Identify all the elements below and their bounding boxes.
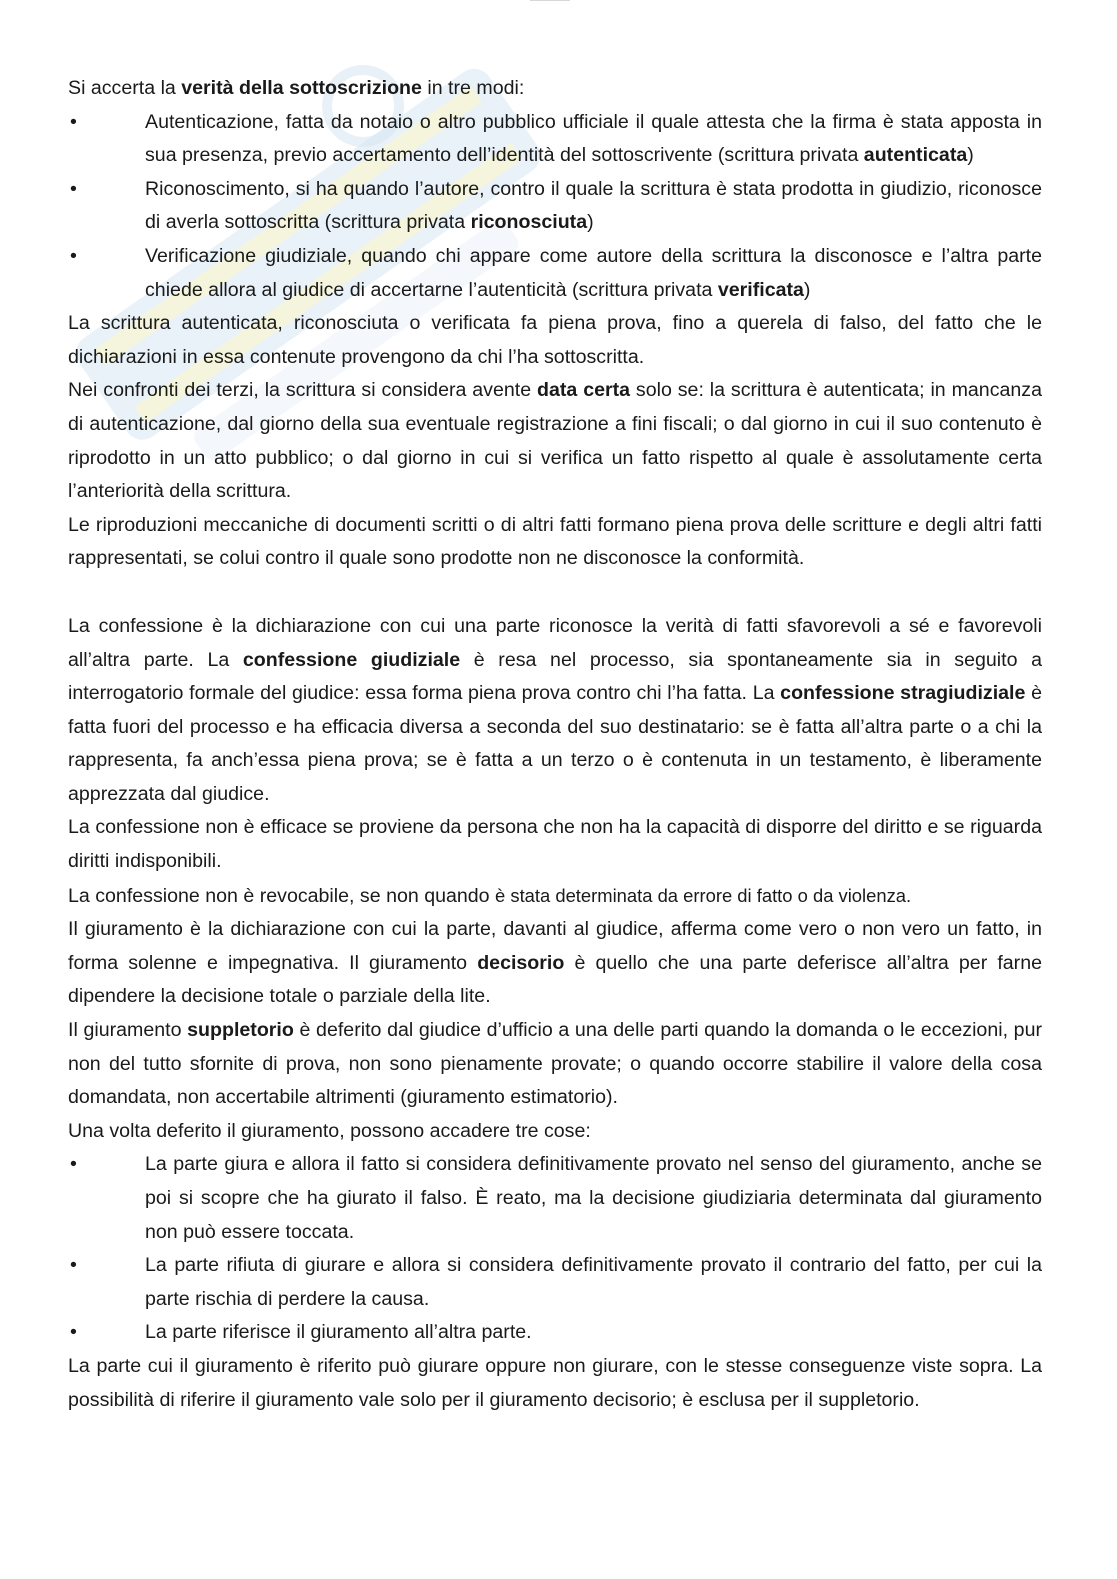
list-item-verificazione: [68, 240, 1042, 307]
bold-term: riconosciuta: [470, 211, 588, 234]
paragraph-data-certa: [68, 374, 1042, 508]
paragraph: Le riproduzioni meccaniche di documenti scritti o di altri fatti formano piena prova delle scritture e degli altri fatti rappresentati, se colui contro il quale sono prodotte non ne disconosce la conformità.: [68, 513, 1042, 570]
text-run: ): [803, 278, 811, 301]
bold-term: verità della sottoscrizione: [181, 77, 422, 99]
bold-term: data certa: [537, 379, 631, 402]
bullet-icon: •: [70, 1153, 77, 1176]
text-run: Nei confronti dei terzi, la scrittura si considera avente: [68, 379, 538, 402]
header-mark: [530, 0, 570, 5]
bold-term: decisorio: [477, 951, 565, 974]
text-run: è stata determinata da errore di fatto o da violenza.: [495, 884, 912, 906]
paragraph: Una volta deferito il giuramento, possono accadere tre cose:: [68, 1119, 591, 1142]
bold-term: confessione giudiziale: [242, 648, 461, 671]
text-run: Il giuramento è la dichiarazione con cui la parte, davanti al giudice, afferma come vero o non vero un fatto, in forma solenne e impegnativa. Il giuramento: [68, 918, 1042, 974]
list-item-rifiuta: [68, 1249, 1042, 1316]
text-run: Verificazione giudiziale, quando chi appare come autore della scrittura la disconosce e l’altra parte chiede allora al giudice di accertarne l’autenticità (scrittura privata: [145, 244, 1042, 301]
bold-term: confessione stragiudiziale: [780, 682, 1026, 705]
bullet-icon: •: [70, 1321, 77, 1344]
bullet-icon: •: [70, 177, 77, 200]
paragraph-suppletorio: [68, 1014, 1042, 1115]
text-run: Autenticazione, fatta da notaio o altro pubblico ufficiale il quale attesta che la firma è stata apposta in sua presenza, previo accertamento dell’identità del sottoscrivente (scrittura privata: [145, 110, 1042, 167]
text-run: è resa nel processo, sia spontaneamente sia in seguito a interrogatorio formale del giudice: essa forma piena prova contro chi l’ha fatta. La: [68, 648, 1043, 705]
text-run: è fatta fuori del processo e ha efficacia diversa a seconda del suo destinatario: se è fatta all’altra parte o a chi la rappresenta, fa anch’essa piena prova; se è fatta a un terzo o è contenuta in un testamento, è liberamente apprezzata dal giudice.: [68, 682, 1042, 805]
paragraph: La scrittura autenticata, riconosciuta o verificata fa piena prova, fino a querela di falso, del fatto che le dichiarazioni in essa contenute provengono da chi l’ha sottoscritta.: [68, 312, 1042, 368]
text-run: La parte riferisce il giuramento all’altra parte.: [145, 1321, 532, 1344]
paragraph: La confessione non è efficace se proviene da persona che non ha la capacità di disporre del diritto e se riguarda diritti indisponibili.: [68, 816, 1042, 873]
text-run: La parte rifiuta di giurare e allora si considera definitivamente provato il contrario del fatto, per cui la parte rischia di perdere la causa.: [145, 1254, 1042, 1310]
bullet-icon: •: [70, 1254, 77, 1277]
text-run: è deferito dal giudice d’ufficio a una delle parti quando la domanda o le eccezioni, pur non del tutto sfornite di prova, non sono pienamente provate; o quando occorre stabilire il valore della cosa domandata, non accertabile altrimenti (giuramento estimatorio).: [68, 1019, 1042, 1109]
list-item-riferisce: [68, 1316, 1042, 1350]
paragraph-revocabile: [68, 879, 1042, 914]
paragraph-giuramento: [68, 913, 1042, 1014]
list-item-giura: [68, 1148, 1042, 1249]
text-run: ): [587, 211, 594, 234]
text-run: ): [967, 144, 974, 167]
text-run: La confessione è la dichiarazione con cui una parte riconosce la verità di fatti sfavorevoli a sé e favorevoli all’altra parte. La: [68, 614, 1042, 671]
intro-paragraph: [68, 72, 1042, 106]
text-run: Il giuramento: [68, 1019, 188, 1042]
text-run: è quello che una parte deferisce all’altra per farne dipendere la decisione totale o parziale della lite.: [68, 951, 1043, 1008]
text-run: Riconoscimento, si ha quando l’autore, contro il quale la scrittura è stata prodotta in giudizio, riconosce di averla sottoscritta (scrittura privata: [145, 177, 1042, 234]
document-body: [68, 72, 1042, 1417]
bold-term: autenticata: [863, 144, 968, 167]
bullet-icon: •: [70, 244, 77, 267]
bold-term: suppletorio: [187, 1019, 294, 1042]
list-item-autenticazione: [68, 106, 1042, 173]
bold-term: verificata: [717, 278, 804, 301]
text-run: solo se: la scrittura è autenticata; in mancanza di autenticazione, dal giorno della sua eventuale registrazione a fini fiscali; o dal giorno in cui il suo contenuto è riprodotto in un atto pubblico; o dal giorno in cui si verifica un fatto rispetto al quale è assolutamente certa l’anteriorità della scrittura.: [68, 379, 1042, 503]
bullet-icon: •: [70, 110, 77, 133]
list-item-riconoscimento: [68, 173, 1042, 240]
paragraph-gap: [68, 576, 1042, 610]
text-run: La parte giura e allora il fatto si considera definitivamente provato nel senso del giuramento, anche se poi si scopre che ha giurato il falso. È reato, ma la decisione giudiziaria determinata dal giuramento non può essere toccata.: [145, 1153, 1042, 1243]
text-run: in tre modi:: [421, 77, 525, 99]
paragraph: La parte cui il giuramento è riferito può giurare oppure non giurare, con le stesse conseguenze viste sopra. La possibilità di riferire il giuramento vale solo per il giuramento decisorio; è esclusa per il suppletorio.: [68, 1354, 1042, 1411]
text-run: Si accerta la: [68, 77, 182, 99]
text-run: La confessione non è revocabile, se non quando: [68, 884, 496, 907]
paragraph-confessione: [68, 610, 1042, 812]
